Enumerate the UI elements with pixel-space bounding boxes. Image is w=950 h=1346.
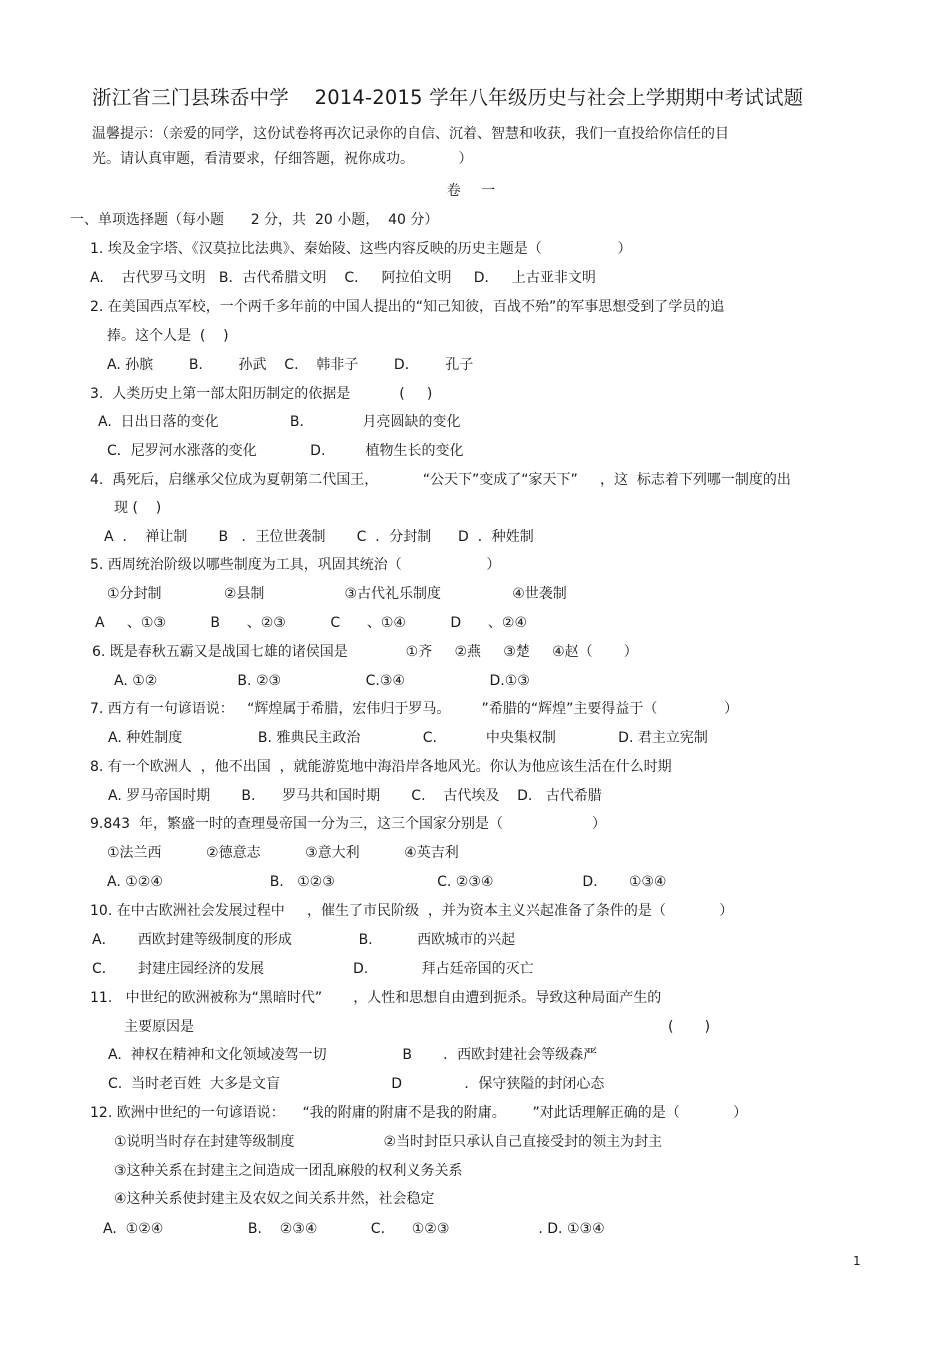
tip-line-1: 温馨提示：（亲爱的同学，这份试卷将再次记录你的自信、沉着、智慧和收获，我们一直投给你信任的目 <box>92 126 729 142</box>
q12-item-1-2: ①说明当时存在封建等级制度 ②当时封臣只承认自己直接受封的领主为封主 <box>114 1134 663 1150</box>
q11-options-line1: A. 神权在精神和文化领域凌驾一切 B ．西欧封建社会等级森严 <box>108 1047 598 1063</box>
q10-options-line1: A． 西欧封建等级制度的形成 B. 西欧城市的兴起 <box>92 932 516 948</box>
q3-options-line1: A. 日出日落的变化 B． 月亮圆缺的变化 <box>98 414 461 430</box>
q9-options: A. ①②④ B. ①②③ C. ②③④ D. ①③④ <box>107 874 667 890</box>
q7-stem: 7. 西方有一句谚语说： “辉煌属于希腊，宏伟归于罗马。 ”希腊的“辉煌”主要得益于（ ） <box>90 701 739 717</box>
part-heading: 一、单项选择题（每小题 2 分，共 20 小题， 40 分） <box>70 212 439 228</box>
q1-options: A. 古代罗马文明 B．古代希腊文明 C． 阿拉伯文明 D． 上古亚非文明 <box>90 270 596 286</box>
q11-options-line2: C. 当时老百姓 大多是文盲 D ．保守狭隘的封闭心态 <box>108 1076 605 1092</box>
q6-stem: 6. 既是春秋五霸又是战国七雄的诸侯国是 ①齐 ②燕 ③楚 ④赵（ ） <box>92 644 638 660</box>
q11-stem-line2: 主要原因是 <box>124 1019 194 1035</box>
q4-options: A ． 禅让制 B ．王位世袭制 C ．分封制 D ．种姓制 <box>104 529 534 545</box>
q2-stem-line1: 2. 在美国西点军校，一个两千多年前的中国人提出的“知己知彼，百战不殆”的军事思想受到了学员的追 <box>90 299 725 315</box>
q12-options: A. ①②④ B. ②③④ C. ①②③ . D. ①③④ <box>103 1221 605 1237</box>
q6-options: A. ①② B. ②③ C.③④ D.①③ <box>114 673 530 689</box>
q12-item-4: ④这种关系使封建主及农奴之间关系井然，社会稳定 <box>114 1191 435 1207</box>
q11-stem-line1: 11. 中世纪的欧洲被称为“黑暗时代” ，人性和思想自由遭到扼杀。导致这种局面产生的 <box>90 990 662 1006</box>
page-number: 1 <box>853 1254 861 1268</box>
q1-stem: 1. 埃及金字塔、《汉莫拉比法典》、秦始陵、这些内容反映的历史主题是（ ） <box>90 241 632 257</box>
q5-options: A 、①③ B 、②③ C 、①④ D 、②④ <box>95 615 528 631</box>
q12-item-3: ③这种关系在封建主之间造成一团乱麻般的权利义务关系 <box>114 1163 463 1179</box>
q8-options: A. 罗马帝国时期 B. 罗马共和国时期 C. 古代埃及 D. 古代希腊 <box>108 788 602 804</box>
q5-items: ①分封制 ②县制 ③古代礼乐制度 ④世袭制 <box>107 586 567 602</box>
q4-stem-line2: 现 ( ) <box>114 500 162 516</box>
q7-options: A. 种姓制度 B. 雅典民主政治 C. 中央集权制 D. 君主立宪制 <box>108 730 708 746</box>
q3-options-line2: C．尼罗河水涨落的变化 D. 植物生长的变化 <box>107 443 464 459</box>
q10-stem: 10. 在中古欧洲社会发展过程中 ，催生了市民阶级 ，并为资本主义兴起准备了条件的是（ ） <box>90 903 734 919</box>
section-label: 卷 一 <box>446 183 504 199</box>
q11-answer-paren: ( ) <box>668 1019 711 1035</box>
tip-line-2: 光。请认真审题，看清要求，仔细答题，祝你成功。 ） <box>92 151 473 167</box>
q5-stem: 5. 西周统治阶级以哪些制度为工具，巩固其统治（ ） <box>90 557 501 573</box>
q4-stem-line1: 4. 禹死后，启继承父位成为夏朝第二代国王， “公天下”变成了“家天下” ，这 标志着下列哪一制度的出 <box>90 472 791 488</box>
q10-options-line2: C． 封建庄园经济的发展 D. 拜占廷帝国的灭亡 <box>92 961 534 977</box>
q12-stem: 12. 欧洲中世纪的一句谚语说： “我的附庸的附庸不是我的附庸。 ”对此话理解正确的是（ ） <box>90 1105 748 1121</box>
q2-stem-line2: 捧。这个人是 ( ) <box>107 328 229 344</box>
q8-stem: 8. 有一个欧洲人 ，他不出国 ，就能游览地中海沿岸各地风光。你认为他应该生活在什么时期 <box>90 759 672 775</box>
exam-title: 浙江省三门县珠岙中学 2014-2015 学年八年级历史与社会上学期期中考试试题 <box>92 86 804 109</box>
q2-options: A. 孙膑 B. 孙武 C. 韩非子 D． 孔子 <box>107 357 474 373</box>
q9-items: ①法兰西 ②德意志 ③意大利 ④英吉利 <box>107 845 459 861</box>
q9-stem: 9.843 年，繁盛一时的查理曼帝国一分为三，这三个国家分别是（ ） <box>90 816 606 832</box>
q3-stem: 3. 人类历史上第一部太阳历制定的依据是 ( ) <box>90 386 433 402</box>
